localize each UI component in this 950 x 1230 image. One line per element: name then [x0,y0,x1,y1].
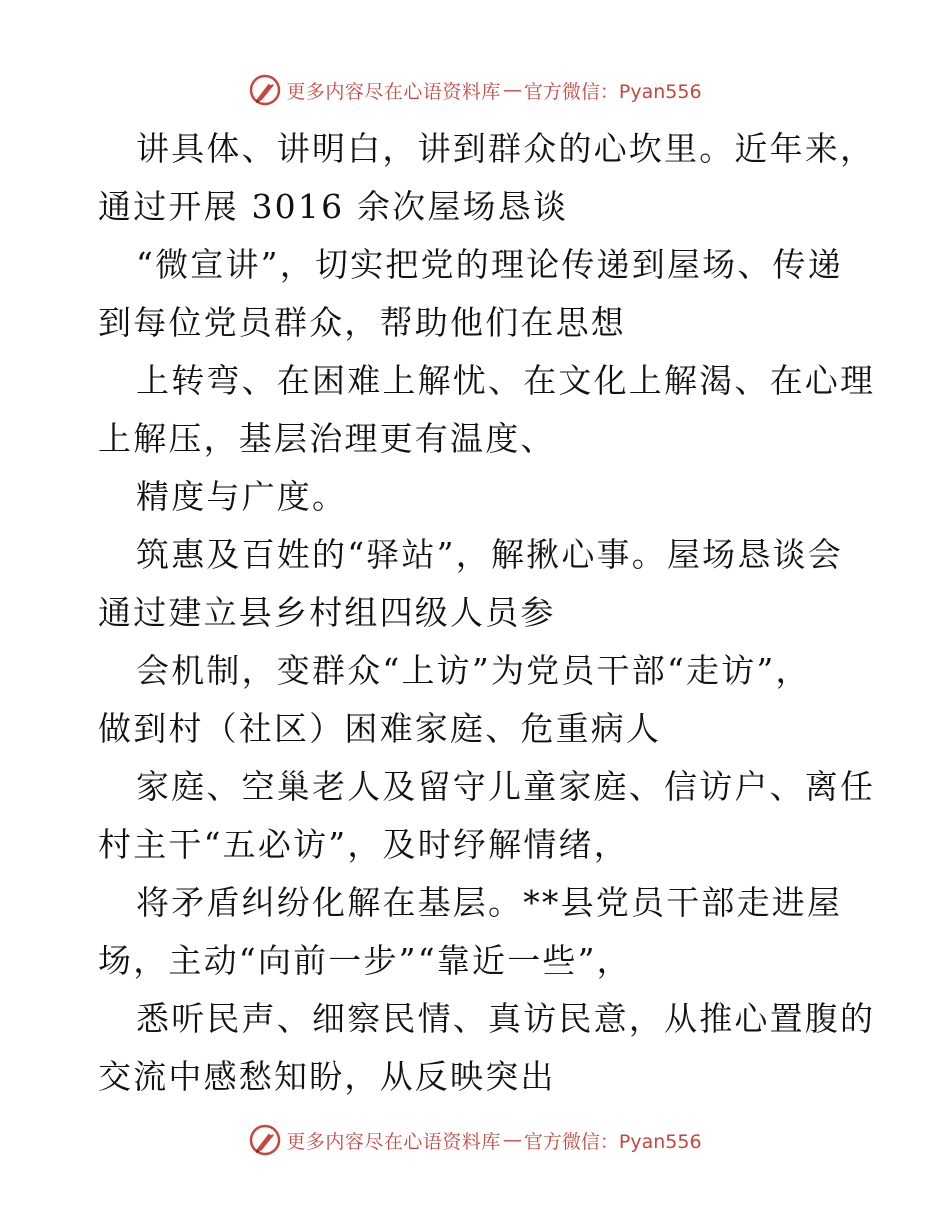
text-line: 筑惠及百姓的“驿站”，解揪心事。屋场恳谈会 [136,535,843,574]
text-line: 村主干“五必访”，及时纾解情绪， [98,825,629,864]
text-line: “微宣讲”，切实把党的理论传递到屋场、传递 [136,245,843,284]
watermark-separator: — [502,79,522,101]
footer-watermark-banner [0,1118,950,1162]
text-line: 做到村（社区）困难家庭、危重病人 [98,709,662,748]
text-line: 精度与广度。 [136,477,348,516]
pen-logo-icon [248,1123,282,1157]
document-body [98,120,876,1106]
watermark-separator: — [502,1129,522,1151]
text-line: 会机制，变群众“上访”为党员干部“走访”， [136,651,811,690]
pen-logo-icon [248,73,282,107]
text-line: 通过开展 3016 余次屋场恳谈 [98,187,569,226]
watermark-contact: 官方微信：Pyan556 [523,1130,702,1153]
text-line: 悉听民声、细察民情、真访民意，从推心置腹的 [136,999,876,1038]
text-line: 上解压，基层治理更有温度、 [98,419,556,458]
text-line: 场，主动“向前一步”“靠近一些”， [98,941,632,980]
text-line: 到每位党员群众，帮助他们在思想 [98,303,626,342]
text-line: 通过建立县乡村组四级人员参 [98,593,556,632]
text-line: 讲具体、讲明白，讲到群众的心坎里。近年来， [136,129,876,168]
text-line: 交流中感愁知盼，从反映突出 [98,1057,556,1096]
watermark-text: 更多内容尽在心语资料库 [286,1130,501,1153]
header-watermark-banner [0,68,950,112]
text-line: 家庭、空巢老人及留守儿童家庭、信访户、离任 [136,767,876,806]
text-line: 上转弯、在困难上解忧、在文化上解渴、在心理 [136,361,876,400]
watermark-contact: 官方微信：Pyan556 [523,80,702,103]
watermark-text: 更多内容尽在心语资料库 [286,80,501,103]
text-line: 将矛盾纠纷化解在基层。**县党员干部走进屋 [136,883,843,922]
